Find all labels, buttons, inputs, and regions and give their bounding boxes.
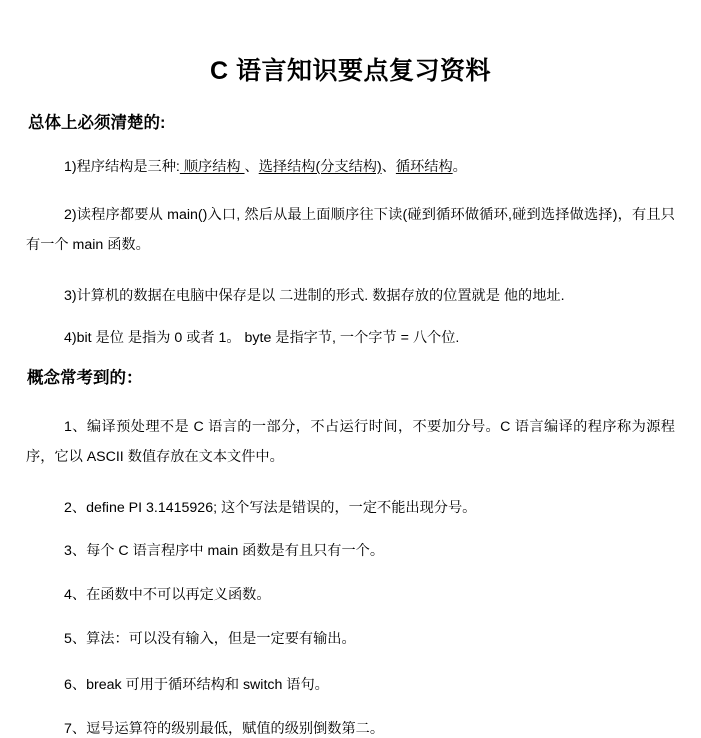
underlined-term-sequential: 顺序结构 xyxy=(179,158,245,175)
list-item-lead: 1)程序结构是三种: xyxy=(64,158,180,175)
list-item xyxy=(0,517,701,560)
list-item xyxy=(0,176,701,261)
list-item-text: 3)计算机的数据在电脑中保存是以 二进制的形式. 数据存放的位置就是 他的地址. xyxy=(64,287,565,304)
list-item-text: 5、算法：可以没有输入，但是一定要有输出。 xyxy=(64,631,356,648)
underlined-term-selection: 选择结构(分支结构) xyxy=(258,158,382,175)
list-item xyxy=(0,649,701,694)
list-item xyxy=(0,389,701,473)
page-title: C 语言知识要点复习资料 xyxy=(209,57,491,85)
list-item xyxy=(0,560,701,604)
list-item-text: 1、编译预处理不是 C 语言的一部分，不占运行时间，不要加分号。C 语言编译的程序称为源程序，它以 ASCII 数值存放在文本文件中。 xyxy=(26,418,675,466)
separator: 、 xyxy=(244,158,259,175)
list-item xyxy=(0,604,701,648)
list-item xyxy=(0,473,701,517)
separator: 、 xyxy=(381,158,396,175)
list-item-text: 6、break 可用于循环结构和 switch 语句。 xyxy=(64,676,329,693)
section-heading-concepts: 概念常考到的： xyxy=(27,369,143,388)
list-item-text: 2)读程序都要从 main()入口, 然后从最上面顺序往下读(碰到循环做循环,碰到选择做选择)，有且只有一个 main 函数。 xyxy=(26,206,675,254)
list-item-text: 2、define PI 3.1415926; 这个写法是错误的，一定不能出现分号。 xyxy=(64,499,477,516)
section-heading-overall: 总体上必须清楚的: xyxy=(28,114,166,132)
list-item-text: 4)bit 是位 是指为 0 或者 1。 byte 是指字节, 一个字节 = 八个位. xyxy=(64,330,460,347)
list-item xyxy=(0,305,701,347)
list-item xyxy=(0,261,701,305)
list-item xyxy=(0,694,701,738)
list-item-text: 7、逗号运算符的级别最低，赋值的级别倒数第二。 xyxy=(64,720,385,737)
list-item-text: 4、在函数中不可以再定义函数。 xyxy=(64,587,271,604)
list-item-text: 3、每个 C 语言程序中 main 函数是有且只有一个。 xyxy=(64,543,385,560)
list-item-tail: 。 xyxy=(452,158,467,175)
list-item xyxy=(0,134,701,176)
underlined-term-loop: 循环结构 xyxy=(395,158,453,175)
